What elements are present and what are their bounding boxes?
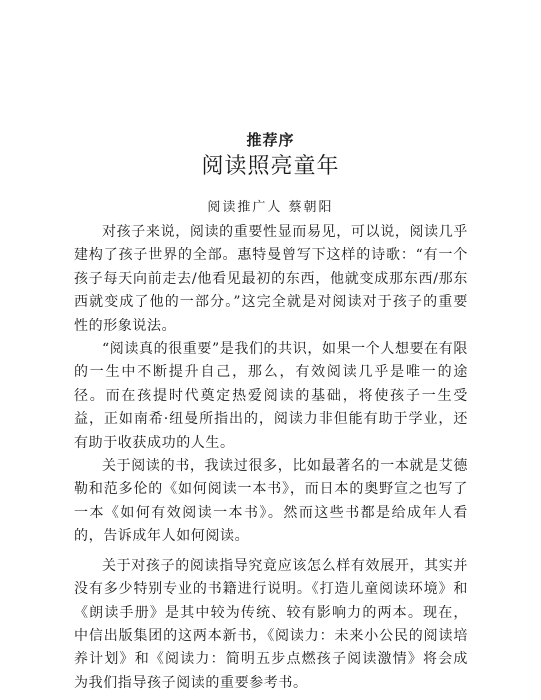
paragraph: “阅读真的很重要”是我们的共识，如果一个人想要在有限的一生中不断提升自己，那么，有效阅读几乎是唯一的途径。而在孩提时代奠定热爱阅读的基础，将使孩子一生受益，正如南希·纽曼所指出的，阅读力非但能有助于学业，还有助于收获成功的人生。: [74, 341, 468, 451]
page-title: 阅读照亮童年: [201, 154, 340, 179]
body-text: [74, 221, 468, 695]
paragraph: 关于对孩子的阅读指导究竟应该怎么样有效展开，其实并没有多少特别专业的书籍进行说明。《打造儿童阅读环境》和《朗读手册》是其中较为传统、较有影响力的两本。现在，中信出版集团的这两本新书，《阅读力：未来小公民的阅读培养计划》和《阅读力：简明五步点燃孩子阅读激情》将会成为我们指导孩子阅读的重要参考书。: [74, 557, 468, 691]
paragraph: 对孩子来说，阅读的重要性显而易见，可以说，阅读几乎建构了孩子世界的全部。惠特曼曾写下这样的诗歌：“有一个孩子每天向前走去/他看见最初的东西，他就变成那东西/那东西就变成了他的一部分。”这完全就是对阅读对于孩子的重要性的形象说法。: [74, 224, 468, 334]
author-line: 阅读推广人 蔡朝阳: [207, 200, 334, 215]
preface-label: 推荐序: [246, 131, 295, 149]
paragraph: 关于阅读的书，我读过很多，比如最著名的一本就是艾德勒和范多伦的《如何阅读一本书》，而日本的奥野宣之也写了一本《如何有效阅读一本书》。然而这些书都是给成年人看的，告诉成年人如何阅读。: [74, 458, 468, 545]
